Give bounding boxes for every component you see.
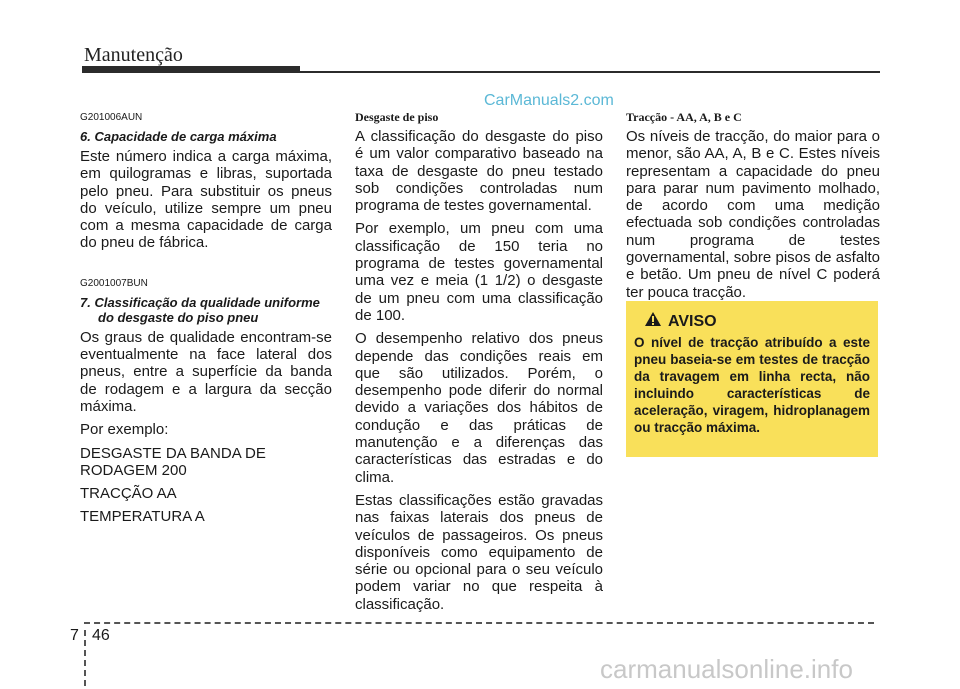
- warning-title: AVISO: [668, 312, 717, 330]
- section-code: G2001007BUN: [80, 277, 148, 289]
- warning-title-row: [644, 311, 870, 332]
- watermark-bottom: carmanualsonline.info: [600, 654, 853, 684]
- section-heading: Tracção - AA, A, B e C: [626, 110, 742, 124]
- section-heading: 7. Classificação da qualidade uniforme do desgaste do piso pneu: [80, 294, 320, 325]
- example-line: DESGASTE DA BANDA DE RODAGEM 200: [80, 444, 266, 479]
- column-left: [80, 108, 332, 532]
- example-line: TRACÇÃO AA: [80, 485, 177, 503]
- column-right: [626, 108, 880, 307]
- paragraph: Estas classificações estão gravadas nas faixas laterais dos pneus de veículos de passageiros. Os pneus disponíveis como equipamento de série ou opcional para o seu veículo podem variar no que respeita à classificação.: [355, 491, 603, 613]
- paragraph: Por exemplo:: [80, 421, 169, 439]
- paragraph: Os níveis de tracção, do maior para o menor, são AA, A, B e C. Estes níveis representam a capacidade do pneu para parar num pavimento molhado, de acordo com uma medição efectuada sob condições controladas num programa de testes governamental, sobre pisos de asfalto e betão. Um pneu de nível C poderá ter pouca tracção.: [626, 128, 880, 301]
- column-middle: [355, 108, 603, 619]
- warning-box: [626, 301, 878, 457]
- watermark-top: CarManuals2.com: [484, 92, 614, 109]
- section-heading: Desgaste de piso: [355, 110, 439, 124]
- paragraph: A classificação do desgaste do piso é um valor comparativo baseado na taxa de desgaste do pneu testado sob condições controladas num programa de testes governamental.: [355, 128, 603, 215]
- paragraph: Os graus de qualidade encontram-se eventualmente na face lateral dos pneus, entre a superfície da banda de rodagem e a largura da secção máxima.: [80, 328, 332, 415]
- example-line: TEMPERATURA A: [80, 508, 205, 526]
- paragraph: O desempenho relativo dos pneus depende das condições reais em que são utilizados. Porém, o desempenho pode diferir do normal devido a variações dos hábitos de condução e das práticas de manutenção e a diferenças das características das estradas e do clima.: [355, 330, 603, 486]
- warning-text: O nível de tracção atribuído a este pneu baseia-se em testes de tracção da travagem em linha recta, não incluindo características de aceleração, viragem, hidroplanagem ou tracção máxima.: [634, 335, 870, 435]
- section-code: G201006AUN: [80, 112, 143, 123]
- warning-triangle-icon: [644, 311, 662, 332]
- page-header-title: Manutenção: [84, 44, 183, 66]
- chapter-number: 7: [70, 627, 79, 644]
- paragraph: Por exemplo, um pneu com uma classificação de 150 teria no programa de testes governamental uma vez e meia (1 1/2) o desgaste de um pneu com uma classificação de 100.: [355, 220, 603, 324]
- header-rule-thin: [300, 71, 880, 73]
- footer-rule: [84, 622, 874, 624]
- paragraph: Este número indica a carga máxima, em quilogramas e libras, suportada pelo pneu. Para substituir os pneus do veículo, utilize sempre um pneu com a mesma capacidade de carga do pneu de fábrica.: [80, 148, 332, 252]
- footer-divider: [84, 630, 86, 686]
- page-number: 46: [92, 627, 110, 644]
- section-heading: 6. Capacidade de carga máxima: [80, 129, 277, 144]
- header-rule-thick: [82, 66, 300, 73]
